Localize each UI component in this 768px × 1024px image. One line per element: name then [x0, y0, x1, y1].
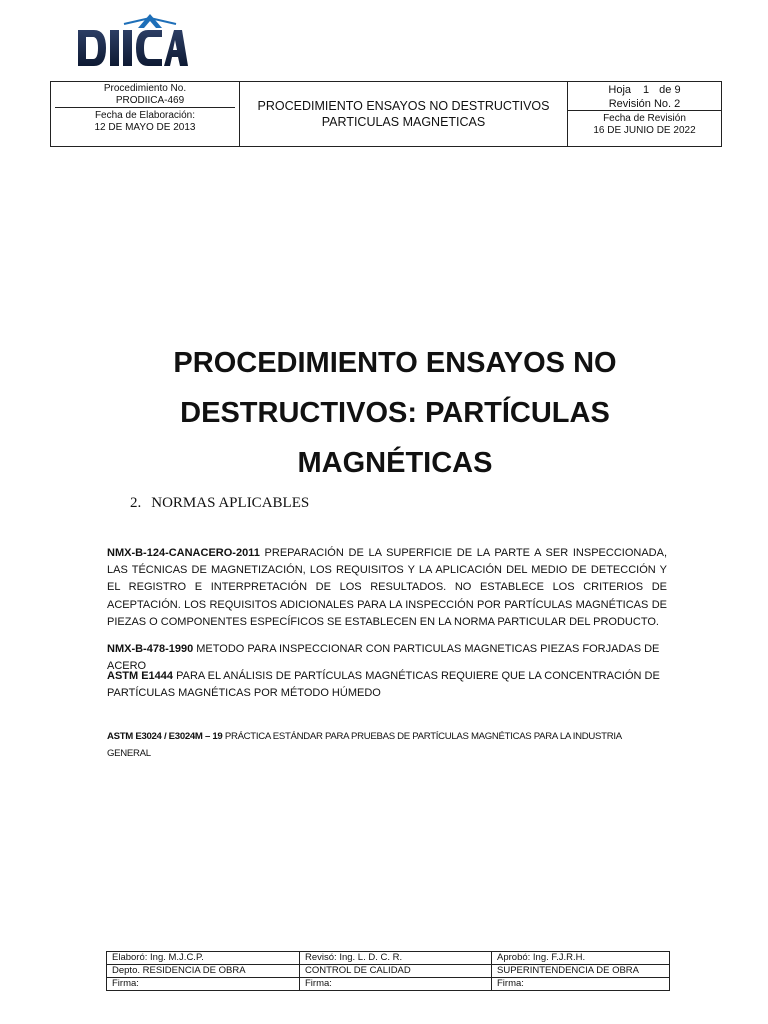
- sheet-info: [568, 83, 721, 97]
- revision-number: Revisión No. 2: [608, 98, 681, 110]
- standard-text: PREPARACIÓN DE LA SUPERFICIE DE LA PARTE A SER INSPECCIONADA, LAS TÉCNICAS DE MAGNETIZACIÓN, LOS REQUISITOS Y LA APLICACIÓN DEL MEDIO DE DETECCIÓN Y EL REGISTRO E INTERPRETACIÓN DE LOS RESULTADOS. NO ESTABLECE LOS CRITERIOS DE ACEPTACIÓN. LOS REQUISITOS ADICIONALES PARA LA INSPECCIÓN POR PARTÍCULAS MAGNÉTICAS DE PIEZAS O COMPONENTES ESPECÍFICOS SE ESTABLECEN EN LA NORMA PARTICULAR DEL PRODUCTO.: [107, 547, 667, 628]
- department-approved: SUPERINTENDENCIA DE OBRA: [492, 965, 670, 978]
- standard-text: METODO PARA INSPECCIONAR CON PARTICULAS MAGNETICAS PIEZAS FORJADAS DE ACERO: [107, 643, 660, 673]
- elaboration-label: Fecha de Elaboración:: [94, 110, 196, 121]
- diica-logo: [76, 14, 188, 72]
- revision-date-label: Fecha de Revisión: [603, 113, 686, 124]
- main-title-line2: DESTRUCTIVOS: PARTÍCULAS: [180, 397, 610, 429]
- signature-elaborated: Firma:: [107, 978, 300, 991]
- signature-row-firma: [107, 978, 670, 991]
- elaborated-by: Elaboró: Ing. M.J.C.P.: [107, 952, 300, 965]
- standard-code: NMX-B-478-1990: [107, 643, 194, 655]
- standard-code: NMX-B-124-CANACERO-2011: [107, 547, 260, 559]
- header-left-column: [51, 82, 240, 146]
- signature-row-names: [107, 952, 670, 965]
- main-title-line3: MAGNÉTICAS: [297, 447, 493, 479]
- document-header: [50, 81, 722, 147]
- standard-code: ASTM E3024 / E3024M – 19: [107, 731, 223, 742]
- standard-code: ASTM E1444: [107, 670, 174, 682]
- signature-row-departments: [107, 965, 670, 978]
- signature-approved: Firma:: [492, 978, 670, 991]
- section-number: 2.: [130, 495, 142, 511]
- sheet-total: de 9: [659, 84, 681, 96]
- logo-text: DIICA: [76, 14, 79, 15]
- standard-paragraph: [107, 728, 667, 762]
- section-heading: [130, 495, 309, 512]
- header-right-column: [568, 82, 721, 146]
- signature-table: [106, 951, 670, 991]
- reviewed-by: Revisó: Ing. L. D. C. R.: [300, 952, 492, 965]
- procedure-label: Procedimiento No.: [103, 83, 187, 94]
- sheet-number: 1: [643, 84, 650, 96]
- department-reviewed: CONTROL DE CALIDAD: [300, 965, 492, 978]
- revision-date: 16 DE JUNIO DE 2022: [593, 125, 696, 136]
- approved-by: Aprobó: Ing. F.J.R.H.: [492, 952, 670, 965]
- standard-paragraph: [107, 545, 667, 631]
- header-title-line2: PARTICULAS MAGNETICAS: [321, 115, 486, 129]
- elaboration-date: 12 DE MAYO DE 2013: [94, 122, 196, 133]
- standard-paragraph: [107, 668, 667, 702]
- sheet-label: Hoja: [608, 84, 632, 96]
- header-title-line1: PROCEDIMIENTO ENSAYOS NO DESTRUCTIVOS: [257, 98, 550, 113]
- section-title: NORMAS APLICABLES: [151, 495, 310, 511]
- standard-text: PRÁCTICA ESTÁNDAR PARA PRUEBAS DE PARTÍCULAS MAGNÉTICAS PARA LA INDUSTRIA GENERAL: [107, 731, 622, 760]
- standard-text: PARA EL ANÁLISIS DE PARTÍCULAS MAGNÉTICAS REQUIERE QUE LA CONCENTRACIÓN DE PARTÍCULAS MAGNÉTICAS POR MÉTODO HÚMEDO: [107, 670, 660, 700]
- procedure-number: PRODIICA-469: [115, 95, 185, 106]
- department-elaborated: Depto. RESIDENCIA DE OBRA: [107, 965, 300, 978]
- header-title: [240, 82, 568, 146]
- main-title-line1: PROCEDIMIENTO ENSAYOS NO: [173, 347, 617, 379]
- signature-reviewed: Firma:: [300, 978, 492, 991]
- main-title: [100, 338, 690, 488]
